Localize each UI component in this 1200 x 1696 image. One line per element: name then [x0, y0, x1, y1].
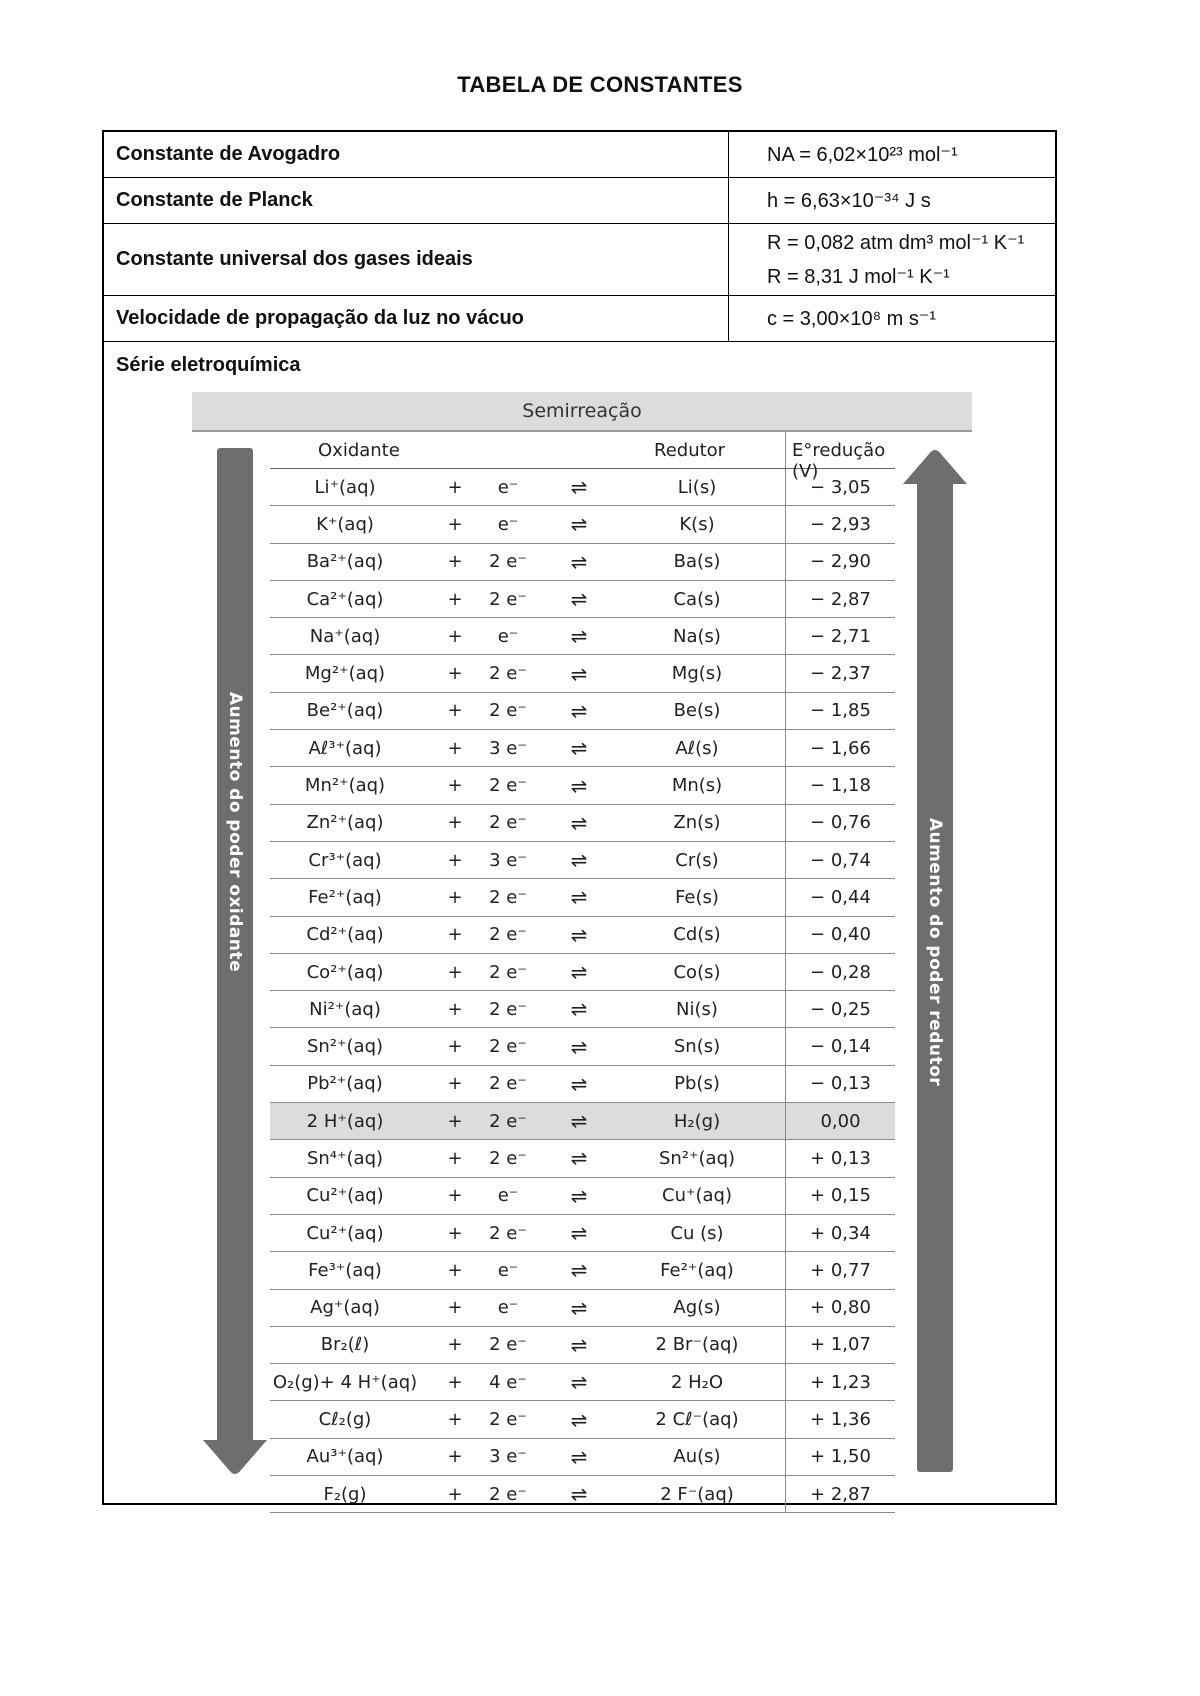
- electrons-cell: e⁻: [497, 1185, 519, 1207]
- potential-cell: + 0,80: [785, 1290, 895, 1326]
- potential-cell: + 1,07: [785, 1327, 895, 1363]
- table-row: [270, 544, 895, 581]
- reductor-cell: Au(s): [673, 1446, 721, 1468]
- equilibrium-arrow-icon: ⇌: [570, 624, 588, 649]
- potential-cell: − 0,14: [785, 1028, 895, 1064]
- electrons-cell: e⁻: [497, 625, 519, 647]
- equilibrium-arrow-icon: ⇌: [570, 1034, 588, 1059]
- potential-cell: − 0,28: [785, 954, 895, 990]
- table-row: [270, 730, 895, 767]
- electrons-cell: 2 e⁻: [489, 700, 527, 722]
- equilibrium-arrow-icon: ⇌: [570, 1109, 588, 1134]
- potential-cell: − 2,37: [785, 655, 895, 691]
- reductor-cell: Ag(s): [673, 1297, 721, 1319]
- plus-sign: +: [447, 625, 463, 647]
- oxidant-cell: Sn²⁺(aq): [306, 1036, 384, 1058]
- oxidant-cell: F₂(g): [323, 1483, 367, 1505]
- constant-value-line: R = 0,082 atm dm³ mol⁻¹ K⁻¹: [767, 231, 1025, 254]
- potential-cell: + 0,15: [785, 1178, 895, 1214]
- oxidant-cell: Cr³⁺(aq): [308, 849, 382, 871]
- potential-cell: − 2,87: [785, 581, 895, 617]
- oxidant-cell: Ag⁺(aq): [310, 1297, 380, 1319]
- table-row: [270, 1252, 895, 1289]
- oxidant-cell: Fe³⁺(aq): [308, 1259, 382, 1281]
- reference-row: [270, 1103, 895, 1140]
- constant-row: [104, 132, 1055, 178]
- plus-sign: +: [447, 476, 463, 498]
- oxidant-cell: Mn²⁺(aq): [304, 775, 386, 797]
- electrons-cell: 2 e⁻: [489, 1073, 527, 1095]
- plus-sign: +: [447, 1147, 463, 1169]
- reductor-cell: Be(s): [673, 700, 721, 722]
- table-row: [270, 917, 895, 954]
- plus-sign: +: [447, 1446, 463, 1468]
- plus-sign: +: [447, 998, 463, 1020]
- table-row: [270, 842, 895, 879]
- constant-value: [728, 178, 1055, 223]
- potential-cell: − 2,90: [785, 544, 895, 580]
- reductor-cell: Ni(s): [676, 998, 718, 1020]
- potential-cell: + 0,13: [785, 1140, 895, 1176]
- oxidant-cell: Co²⁺(aq): [306, 961, 384, 983]
- constant-name: Constante de Avogadro: [116, 143, 341, 165]
- plus-sign: +: [447, 961, 463, 983]
- equilibrium-arrow-icon: ⇌: [570, 587, 588, 612]
- electrons-cell: e⁻: [497, 1259, 519, 1281]
- potential-cell: − 1,85: [785, 693, 895, 729]
- plus-sign: +: [447, 1334, 463, 1356]
- plus-sign: +: [447, 1073, 463, 1095]
- equilibrium-arrow-icon: ⇌: [570, 848, 588, 873]
- potential-cell: + 1,23: [785, 1364, 895, 1400]
- reductor-cell: Mg(s): [671, 663, 723, 685]
- plus-sign: +: [447, 700, 463, 722]
- plus-sign: +: [447, 1110, 463, 1132]
- plus-sign: +: [447, 924, 463, 946]
- oxidant-cell: Zn²⁺(aq): [306, 812, 384, 834]
- table-row: [270, 1439, 895, 1476]
- plus-sign: +: [447, 849, 463, 871]
- potential-cell: − 1,66: [785, 730, 895, 766]
- electrons-cell: 4 e⁻: [489, 1371, 527, 1393]
- electrochemical-series-table: [270, 432, 895, 1513]
- electrons-cell: 2 e⁻: [489, 1334, 527, 1356]
- reductor-cell: Ca(s): [673, 588, 721, 610]
- equilibrium-arrow-icon: ⇌: [570, 1332, 588, 1357]
- plus-sign: +: [447, 1371, 463, 1393]
- table-row: [270, 805, 895, 842]
- reductor-cell: K(s): [679, 513, 715, 535]
- plus-sign: +: [447, 1222, 463, 1244]
- potential-cell: − 2,71: [785, 618, 895, 654]
- constant-name: Velocidade de propagação da luz no vácuo: [116, 307, 524, 329]
- constant-row: [104, 178, 1055, 224]
- electrons-cell: 2 e⁻: [489, 551, 527, 573]
- electrons-cell: 2 e⁻: [489, 1110, 527, 1132]
- reductor-cell: Co(s): [673, 961, 721, 983]
- electrons-cell: 2 e⁻: [489, 588, 527, 610]
- table-row: [270, 767, 895, 804]
- oxidant-cell: Be²⁺(aq): [306, 700, 384, 722]
- electrons-cell: 3 e⁻: [489, 737, 527, 759]
- oxidant-cell: Aℓ³⁺(aq): [308, 737, 382, 759]
- equilibrium-arrow-icon: ⇌: [570, 736, 588, 761]
- reductor-cell: 2 Br⁻(aq): [655, 1334, 739, 1356]
- electrons-cell: 2 e⁻: [489, 1147, 527, 1169]
- equilibrium-arrow-icon: ⇌: [570, 475, 588, 500]
- table-row: [270, 1364, 895, 1401]
- plus-sign: +: [447, 775, 463, 797]
- electrons-cell: 2 e⁻: [489, 775, 527, 797]
- reductor-cell: Aℓ(s): [675, 737, 719, 759]
- constant-value: [728, 132, 1055, 177]
- plus-sign: +: [447, 513, 463, 535]
- reductor-cell: 2 F⁻(aq): [660, 1483, 734, 1505]
- plus-sign: +: [447, 886, 463, 908]
- oxidant-cell: Na⁺(aq): [309, 625, 381, 647]
- reductor-cell: 2 Cℓ⁻(aq): [655, 1409, 739, 1431]
- reductor-cell: Cu⁺(aq): [662, 1185, 732, 1207]
- reductor-cell: Cr(s): [675, 849, 719, 871]
- oxidant-cell: Cℓ₂(g): [318, 1409, 372, 1431]
- electrons-cell: e⁻: [497, 1297, 519, 1319]
- table-row: [270, 1140, 895, 1177]
- plus-sign: +: [447, 737, 463, 759]
- series-column-headers: [270, 432, 895, 482]
- electrons-cell: 2 e⁻: [489, 1483, 527, 1505]
- potential-cell: − 3,05: [785, 469, 895, 505]
- reductor-cell: Pb(s): [674, 1073, 720, 1095]
- series-rows: [270, 469, 895, 1513]
- equilibrium-arrow-icon: ⇌: [570, 773, 588, 798]
- reductor-cell: Zn(s): [673, 812, 721, 834]
- electrons-cell: 3 e⁻: [489, 849, 527, 871]
- semirreacao-header: Semirreação: [192, 392, 972, 432]
- plus-sign: +: [447, 1483, 463, 1505]
- potential-cell: − 0,76: [785, 805, 895, 841]
- equilibrium-arrow-icon: ⇌: [570, 1221, 588, 1246]
- electrons-cell: 2 e⁻: [489, 663, 527, 685]
- equilibrium-arrow-icon: ⇌: [570, 1444, 588, 1469]
- oxidant-cell: Pb²⁺(aq): [307, 1073, 383, 1095]
- oxidant-cell: Cu²⁺(aq): [306, 1222, 384, 1244]
- plus-sign: +: [447, 1185, 463, 1207]
- electrons-cell: 3 e⁻: [489, 1446, 527, 1468]
- constant-row: [104, 224, 1055, 296]
- equilibrium-arrow-icon: ⇌: [570, 698, 588, 723]
- table-row: [270, 991, 895, 1028]
- electrons-cell: 2 e⁻: [489, 886, 527, 908]
- reductor-header: Redutor: [654, 440, 726, 461]
- potential-cell: − 0,13: [785, 1066, 895, 1102]
- electrons-cell: e⁻: [497, 476, 519, 498]
- plus-sign: +: [447, 551, 463, 573]
- oxidant-cell: 2 H⁺(aq): [306, 1110, 384, 1132]
- potential-cell: − 0,25: [785, 991, 895, 1027]
- reductor-cell: Sn(s): [673, 1036, 721, 1058]
- reductor-cell: Ba(s): [673, 551, 721, 573]
- table-row: [270, 469, 895, 506]
- equilibrium-arrow-icon: ⇌: [570, 960, 588, 984]
- equilibrium-arrow-icon: ⇌: [570, 810, 588, 835]
- plus-sign: +: [447, 1297, 463, 1319]
- table-row: [270, 1066, 895, 1103]
- electrons-cell: 2 e⁻: [489, 1409, 527, 1431]
- constant-value-line: h = 6,63×10⁻³⁴ J s: [767, 189, 931, 212]
- reductor-cell: Mn(s): [671, 775, 723, 797]
- potential-cell: − 0,44: [785, 879, 895, 915]
- equilibrium-arrow-icon: ⇌: [570, 1146, 588, 1171]
- potential-cell: − 2,93: [785, 506, 895, 542]
- plus-sign: +: [447, 663, 463, 685]
- equilibrium-arrow-icon: ⇌: [570, 1183, 588, 1208]
- equilibrium-arrow-icon: ⇌: [570, 1482, 588, 1507]
- arrow-up-icon: [901, 444, 969, 484]
- equilibrium-arrow-icon: ⇌: [570, 512, 588, 537]
- oxidant-cell: Cu²⁺(aq): [306, 1185, 384, 1207]
- table-row: [270, 655, 895, 692]
- reductor-cell: Cu (s): [670, 1222, 724, 1244]
- table-row: [270, 1290, 895, 1327]
- oxidant-cell: Au³⁺(aq): [306, 1446, 384, 1468]
- constant-row: [104, 296, 1055, 342]
- constant-value: [728, 296, 1055, 341]
- electrons-cell: 2 e⁻: [489, 812, 527, 834]
- oxidant-cell: Fe²⁺(aq): [308, 886, 382, 908]
- page-title: TABELA DE CONSTANTES: [457, 72, 743, 97]
- oxidant-cell: Ba²⁺(aq): [306, 551, 384, 573]
- table-row: [270, 1476, 895, 1513]
- oxidant-cell: Br₂(ℓ): [320, 1334, 370, 1356]
- series-title: Série eletroquímica: [116, 354, 301, 376]
- potential-cell: + 0,77: [785, 1252, 895, 1288]
- potential-cell: 0,00: [785, 1103, 895, 1139]
- arrow-down-icon: [201, 1440, 269, 1480]
- reductor-cell: Fe²⁺(aq): [660, 1259, 734, 1281]
- equilibrium-arrow-icon: ⇌: [570, 1407, 588, 1432]
- table-row: [270, 581, 895, 618]
- potential-cell: − 0,74: [785, 842, 895, 878]
- plus-sign: +: [447, 812, 463, 834]
- oxidant-cell: Ca²⁺(aq): [306, 588, 384, 610]
- electrons-cell: e⁻: [497, 513, 519, 535]
- plus-sign: +: [447, 1036, 463, 1058]
- equilibrium-arrow-icon: ⇌: [570, 1295, 588, 1320]
- potential-cell: − 0,40: [785, 917, 895, 953]
- equilibrium-arrow-icon: ⇌: [570, 885, 588, 910]
- table-row: [270, 1028, 895, 1065]
- oxidant-cell: Ni²⁺(aq): [309, 998, 381, 1020]
- reductor-cell: H₂(g): [673, 1110, 721, 1132]
- table-row: [270, 1215, 895, 1252]
- equilibrium-arrow-icon: ⇌: [570, 549, 588, 574]
- oxidant-cell: Cd²⁺(aq): [306, 924, 384, 946]
- equilibrium-arrow-icon: ⇌: [570, 661, 588, 686]
- constant-name: Constante de Planck: [116, 189, 313, 211]
- table-row: [270, 618, 895, 655]
- constant-value-line: c = 3,00×10⁸ m s⁻¹: [767, 307, 937, 330]
- table-row: [270, 1178, 895, 1215]
- equilibrium-arrow-icon: ⇌: [570, 1370, 588, 1395]
- equilibrium-arrow-icon: ⇌: [570, 1258, 588, 1283]
- constant-value-line: NA = 6,02×10²³ mol⁻¹: [767, 143, 958, 166]
- potential-cell: + 0,34: [785, 1215, 895, 1251]
- potential-header: E°redução (V): [792, 440, 886, 482]
- reductor-cell: Cd(s): [673, 924, 721, 946]
- column-divider: [785, 432, 786, 468]
- plus-sign: +: [447, 1259, 463, 1281]
- reductor-cell: 2 H₂O: [670, 1371, 724, 1393]
- electrons-cell: 2 e⁻: [489, 998, 527, 1020]
- oxidant-cell: K⁺(aq): [316, 513, 374, 535]
- oxidant-cell: O₂(g)+ 4 H⁺(aq): [272, 1371, 418, 1393]
- equilibrium-arrow-icon: ⇌: [570, 922, 588, 947]
- equilibrium-arrow-icon: ⇌: [570, 1071, 588, 1096]
- electrons-cell: 2 e⁻: [489, 1222, 527, 1244]
- electrons-cell: 2 e⁻: [489, 924, 527, 946]
- right-arrow-label: Aumento do poder redutor: [925, 817, 945, 1087]
- table-row: [270, 879, 895, 916]
- potential-cell: + 1,50: [785, 1439, 895, 1475]
- oxidant-header: Oxidante: [318, 440, 400, 461]
- oxidant-cell: Mg²⁺(aq): [304, 663, 386, 685]
- oxidant-cell: Sn⁴⁺(aq): [306, 1147, 384, 1169]
- potential-cell: + 2,87: [785, 1476, 895, 1512]
- potential-cell: + 1,36: [785, 1401, 895, 1437]
- table-row: [270, 1327, 895, 1364]
- reductor-cell: Na(s): [673, 625, 721, 647]
- left-arrow-label: Aumento do poder oxidante: [225, 691, 245, 973]
- plus-sign: +: [447, 1409, 463, 1431]
- plus-sign: +: [447, 588, 463, 610]
- electrons-cell: 2 e⁻: [489, 961, 527, 983]
- reductor-cell: Li(s): [677, 476, 717, 498]
- equilibrium-arrow-icon: ⇌: [570, 997, 588, 1022]
- constant-value: [728, 224, 1055, 295]
- constant-value-line: R = 8,31 J mol⁻¹ K⁻¹: [767, 265, 950, 288]
- electrons-cell: 2 e⁻: [489, 1036, 527, 1058]
- oxidant-cell: Li⁺(aq): [314, 476, 376, 498]
- potential-cell: − 1,18: [785, 767, 895, 803]
- table-row: [270, 1401, 895, 1438]
- table-row: [270, 693, 895, 730]
- reductor-cell: Fe(s): [675, 886, 719, 908]
- reductor-cell: Sn²⁺(aq): [658, 1147, 736, 1169]
- table-row: [270, 506, 895, 543]
- constant-name: Constante universal dos gases ideais: [116, 248, 473, 270]
- table-row: [270, 954, 895, 991]
